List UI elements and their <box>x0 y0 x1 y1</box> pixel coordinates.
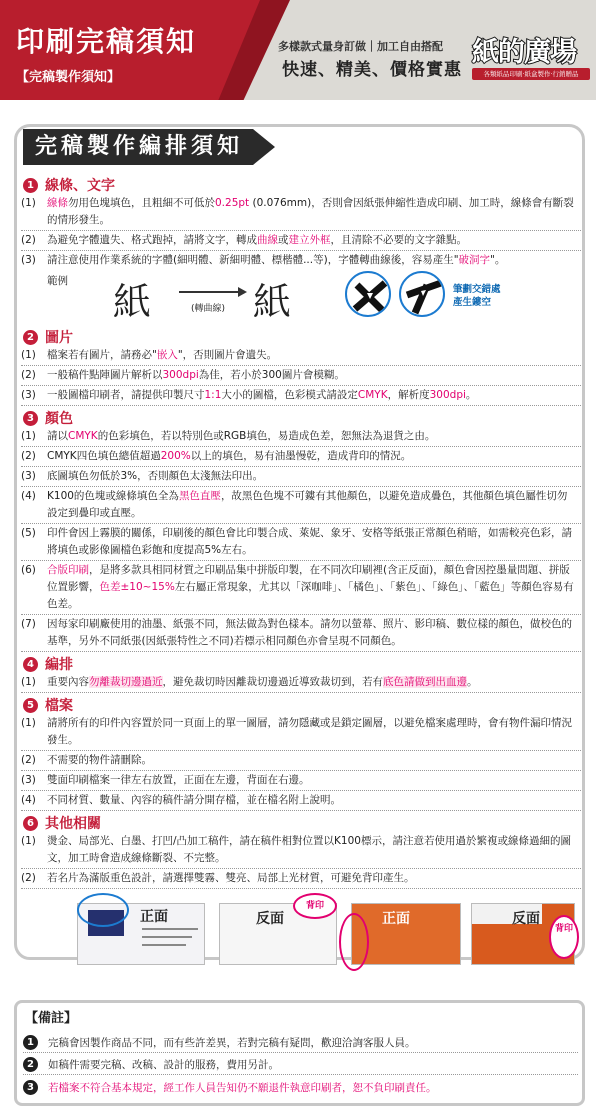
list-item <box>21 347 581 366</box>
section-title: 其他相關 <box>45 816 101 832</box>
list-item <box>21 448 581 467</box>
highlight-text: 底色請做到出血邊 <box>383 676 467 688</box>
list-item <box>21 616 581 652</box>
highlight-text: 1:1 <box>204 389 222 401</box>
item-text <box>47 367 581 384</box>
item-text: 若名片為滿版重色設計，請選擇雙霧、雙亮、局部上光材質，可避免背印產生。 <box>47 872 415 884</box>
item-text-part: 左右屬正常現象，尤其以「深咖啡」、「橘色」、「紫色」、「綠色」、「藍色」等顏色容易有色差。 <box>47 581 574 610</box>
page-header <box>0 0 596 100</box>
zoom-detail-icon <box>345 271 391 317</box>
highlight-text: 勿離裁切邊過近 <box>89 676 163 688</box>
list-item <box>21 232 581 251</box>
highlight-text: 200% <box>160 450 191 462</box>
section-number: 2 <box>23 330 38 345</box>
item-text <box>47 448 581 465</box>
item-index: (2) <box>21 754 36 766</box>
card-text-line <box>142 936 192 938</box>
item-text: 雙面印刷檔案一律左右放置，正面在左邊，背面在右邊。 <box>47 774 310 786</box>
arrow-right-icon <box>179 291 245 293</box>
list-item <box>21 468 581 487</box>
outline-font-example <box>21 271 581 325</box>
example-caption: (轉曲線) <box>191 304 226 314</box>
back-print-badge <box>293 893 337 919</box>
note-item <box>23 1077 578 1097</box>
section-title: 圖片 <box>45 330 73 346</box>
list-item <box>21 833 581 869</box>
item-text-part: 檔案若有圖片，請務必" <box>47 349 157 361</box>
highlight-text: 黑色直壓 <box>178 490 221 502</box>
example-char-original: 紙 <box>113 280 152 324</box>
highlight-text: 合版印刷 <box>47 564 89 576</box>
item-text <box>47 428 581 445</box>
back-print-label: 背印 <box>554 924 573 934</box>
list-item <box>21 525 581 561</box>
back-label: 反面 <box>512 911 540 927</box>
highlight-text: 色差±10~15% <box>99 581 175 593</box>
list-item <box>21 715 581 751</box>
card-text-line <box>142 944 186 946</box>
banner-stripes <box>247 129 577 165</box>
note-number: 1 <box>23 1035 38 1050</box>
list-item <box>21 870 581 889</box>
item-text: 請將所有的印件內容置於同一頁面上的單一圖層，請勿隱藏或是鎖定圖層，以避免檔案處理時，會有物件漏印情況發生。 <box>47 717 572 746</box>
item-text-part: ，解析度 <box>387 389 430 401</box>
brand-logo <box>472 30 590 82</box>
section-number: 3 <box>23 411 38 426</box>
list-item <box>21 195 581 231</box>
note-item <box>23 1033 578 1053</box>
item-text-part: 勿用色塊填色，且粗細不可低於 <box>68 197 215 209</box>
item-index: (4) <box>21 794 36 806</box>
note-text: 完稿會因製作商品不同，而有些許差異，若對完稿有疑問，歡迎洽詢客服人員。 <box>48 1037 416 1049</box>
item-text-part: (0.076mm)，否則會因紙張伸縮性造成印刷、加工時，線條會有斷裂的情形發生。 <box>47 197 574 226</box>
front-label: 正面 <box>382 911 410 927</box>
item-text-part: 一般圖檔印刷者，請提供印製尺寸 <box>47 389 205 401</box>
item-index: (6) <box>21 564 36 576</box>
front-label: 正面 <box>140 909 168 925</box>
section-banner: 完稿製作編排須知 <box>23 129 253 165</box>
item-index: (1) <box>21 835 36 847</box>
section-title: 線條、文字 <box>45 178 115 194</box>
item-index: (1) <box>21 349 36 361</box>
guidelines-content <box>21 173 581 971</box>
item-index: (2) <box>21 234 36 246</box>
guidelines-panel <box>14 124 585 960</box>
item-text <box>47 232 581 249</box>
notes-list <box>23 1033 578 1099</box>
note-text: 如稿件需要完稿、改稿、設計的服務，費用另計。 <box>48 1059 279 1071</box>
item-text-part: 以上的填色，易有油墨慢乾，造成背印的情況。 <box>190 450 412 462</box>
back-label: 反面 <box>256 911 284 927</box>
back-print-label: 背印 <box>305 901 324 911</box>
item-index: (1) <box>21 197 36 209</box>
note-text: 若檔案不符合基本規定，經工作人員告知仍不願退件執意印刷者，恕不負印刷責任。 <box>48 1081 437 1094</box>
section-title: 顏色 <box>45 411 73 427</box>
item-index: (2) <box>21 369 36 381</box>
item-index: (2) <box>21 450 36 462</box>
highlight-circle <box>339 913 369 971</box>
list-item <box>21 387 581 406</box>
slogan-top: 多樣款式量身訂做｜加工自由搭配 <box>278 40 443 53</box>
highlight-text: 嵌入 <box>156 349 178 361</box>
section-heading-lines-text <box>21 175 581 195</box>
item-index: (3) <box>21 254 36 266</box>
card-text-line <box>142 928 198 930</box>
item-text: 因每家印刷廠使用的油墨、紙張不同，無法做為對色樣本。請勿以螢幕、照片、影印稿、數位樣的顏色，做校色的基準，另外不同紙張(因紙張特性之不同)若標示相同顏色亦會呈現不同顏色。 <box>47 618 572 647</box>
item-text: 燙金、局部光、白墨、打凹/凸加工稿件，請在稿件相對位置以K100標示，請注意若使用過於繁複或線條過細的圖文，加工時會造成線條斷裂、不完整。 <box>47 835 571 864</box>
section-title: 編排 <box>45 657 73 673</box>
list-item <box>21 252 581 270</box>
item-text <box>47 252 581 269</box>
back-print-badge <box>549 915 579 959</box>
item-text <box>47 387 581 404</box>
brand-name: 紙的廣場 <box>472 37 576 68</box>
item-text-part: K100的色塊或線條填色全為 <box>47 490 179 502</box>
example-note-line: 產生鏤空 <box>453 297 492 308</box>
example-note-line: 筆劃交錯處 <box>453 284 501 295</box>
item-text-part: 請以 <box>47 430 68 442</box>
item-text: 底圖填色勿低於3%，否則顏色太淺無法印出。 <box>47 470 264 482</box>
section-heading-images <box>21 327 581 347</box>
brand-tagline: 各類紙品印刷‧紙盒製作‧行銷贈品 <box>472 68 590 80</box>
item-text: 不同材質、數量、內容的稿件請分開存檔，並在檔名附上說明。 <box>47 794 341 806</box>
note-number: 2 <box>23 1057 38 1072</box>
item-index: (2) <box>21 872 36 884</box>
highlight-text: 曲線 <box>257 234 278 246</box>
section-heading-files <box>21 695 581 715</box>
section-heading-colors <box>21 408 581 428</box>
item-text-part: ，故黑色色塊不可鏤有其他顏色，以避免造成疊色，其他顏色填色屬性切勿設定到疊印或直壓。 <box>47 490 568 519</box>
highlight-text: 300dpi <box>162 369 199 381</box>
item-text-part: 重要內容 <box>47 676 89 688</box>
example-label: 範例 <box>47 275 68 287</box>
item-text-part: ，避免裁切時因離裁切邊過近導致裁切到，若有 <box>162 676 383 688</box>
highlight-text: 建立外框 <box>288 234 331 246</box>
item-index: (7) <box>21 618 36 630</box>
item-text-part: 。 <box>465 389 477 401</box>
highlight-circle <box>77 893 129 927</box>
item-text-part: ，是將多款具相同材質之印刷品集中拼版印製，在不同次印刷裡(含正反面)，顏色會因控墨量問題、拼版位置影響， <box>47 564 570 593</box>
list-item <box>21 428 581 447</box>
list-item <box>21 562 581 615</box>
section-title: 檔案 <box>45 698 73 714</box>
item-text: 印件會因上霧膜的關係，印刷後的顏色會比印製合成、萊妮、象牙、安格等紙張正常顏色稍暗，如需較亮色彩，請將填色或影像圖檔色彩飽和度提高5%左右。 <box>47 527 572 556</box>
item-index: (3) <box>21 470 36 482</box>
section-number: 6 <box>23 816 38 831</box>
item-text-part: 或 <box>278 234 289 246</box>
list-item <box>21 752 581 771</box>
zoom-detail-icon <box>399 271 445 317</box>
section-number: 5 <box>23 698 38 713</box>
item-text-part: 請注意使用作業系統的字體(細明體、新細明體、標楷體...等)，字體轉曲線後，容易產生" <box>47 254 459 266</box>
highlight-text: 破洞字 <box>458 254 491 266</box>
example-char-outlined: 紙 <box>253 280 292 324</box>
section-number: 4 <box>23 657 38 672</box>
item-index: (1) <box>21 676 36 688</box>
item-text-part: 為避免字體遺失、格式跑掉，請將文字，轉成 <box>47 234 257 246</box>
item-text-part: 大小的圖檔，色彩模式請設定 <box>221 389 358 401</box>
list-item <box>21 792 581 811</box>
notes-panel <box>14 1000 585 1106</box>
highlight-text: 0.25pt <box>215 197 250 209</box>
example-note <box>453 283 501 309</box>
item-text <box>47 195 581 229</box>
item-text <box>47 674 581 691</box>
item-text-part: 一般稿件點陣圖片解析以 <box>47 369 163 381</box>
item-text <box>47 488 581 522</box>
item-text-part: "。 <box>490 254 506 266</box>
item-index: (4) <box>21 490 36 502</box>
item-text-part: 的色彩填色，若以特別色或RGB填色，易造成色差，恕無法為退貨之由。 <box>97 430 436 442</box>
note-item <box>23 1055 578 1075</box>
highlight-text: CMYK <box>357 389 388 401</box>
item-text-part: CMYK四色填色總值超過 <box>47 450 161 462</box>
list-item <box>21 674 581 693</box>
item-index: (3) <box>21 389 36 401</box>
item-index: (3) <box>21 774 36 786</box>
item-text <box>47 562 581 613</box>
list-item <box>21 772 581 791</box>
note-number: 3 <box>23 1080 38 1095</box>
item-text: 不需要的物件請刪除。 <box>47 754 152 766</box>
item-text <box>47 347 581 364</box>
item-text-part: 。 <box>467 676 478 688</box>
slogan-main: 快速、精美、價格實惠 <box>282 60 462 80</box>
item-text-part: "，否則圖片會遺失。 <box>177 349 278 361</box>
item-index: (1) <box>21 717 36 729</box>
item-index: (5) <box>21 527 36 539</box>
back-print-sample-images <box>21 893 581 971</box>
page-title: 印刷完稿須知 <box>16 25 197 58</box>
list-item <box>21 488 581 524</box>
item-text-part: ，且清除不必要的文字雜點。 <box>330 234 467 246</box>
item-index: (1) <box>21 430 36 442</box>
item-text-part: 為佳，若小於300圖片會模糊。 <box>198 369 345 381</box>
notes-title: 【備註】 <box>25 1011 78 1026</box>
highlight-text: CMYK <box>68 430 98 442</box>
section-number: 1 <box>23 178 38 193</box>
page-subtitle: 【完稿製作須知】 <box>16 70 121 85</box>
section-heading-layout <box>21 654 581 674</box>
list-item <box>21 367 581 386</box>
highlight-text: 300dpi <box>429 389 466 401</box>
section-heading-other <box>21 813 581 833</box>
highlight-text: 線條 <box>47 197 68 209</box>
